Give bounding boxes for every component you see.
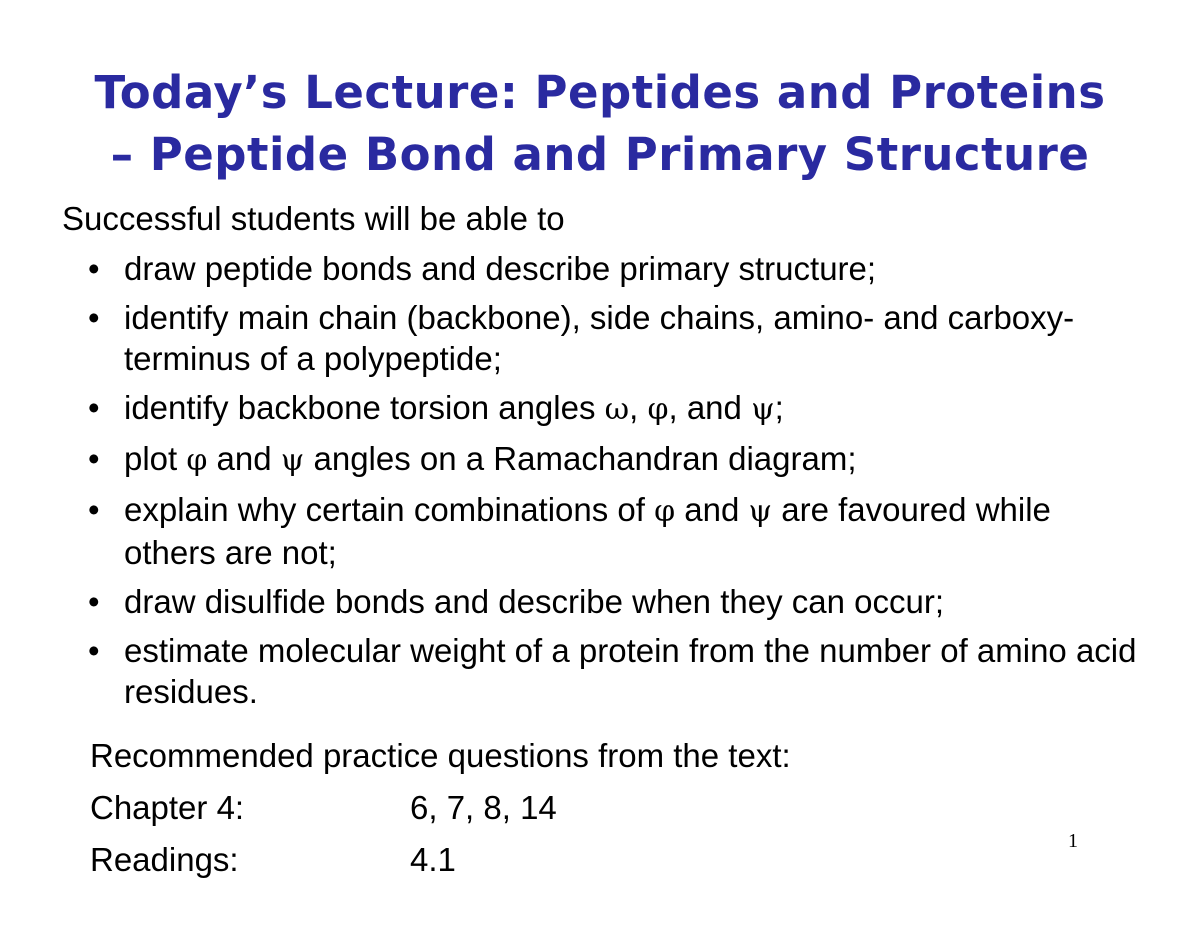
phi-symbol: φ: [186, 443, 208, 478]
list-item: [88, 489, 1148, 573]
practice-heading: Recommended practice questions from the text:: [90, 737, 791, 774]
bullet-text: identify main chain (backbone), side chains, amino- and carboxy-terminus of a polypeptide;: [124, 299, 1075, 377]
title-line-1: Today’s Lecture: Peptides and Proteins: [94, 66, 1106, 119]
readings-label: Readings:: [90, 841, 239, 878]
omega-symbol: ω: [604, 392, 630, 427]
chapter-value: 6, 7, 8, 14: [410, 789, 557, 826]
bullet-text: estimate molecular weight of a protein from the number of amino acid residues.: [124, 632, 1137, 710]
list-item: [88, 581, 1148, 622]
bullet-text: [124, 438, 1148, 481]
chapter-label: Chapter 4:: [90, 789, 245, 826]
bullet-text: [124, 489, 1148, 573]
text-run: plot: [124, 440, 187, 477]
text-run: , and: [668, 389, 752, 426]
title-line-2: – Peptide Bond and Primary Structure: [110, 128, 1090, 181]
text-run: explain why certain combinations of: [124, 491, 655, 528]
list-item: [88, 630, 1148, 712]
bullet-icon: •: [88, 250, 100, 287]
phi-symbol: φ: [647, 392, 669, 427]
list-item: [88, 438, 1148, 481]
text-run: are favoured while others are not;: [124, 491, 1051, 571]
list-item: [88, 387, 1148, 430]
slide-title: [0, 62, 1200, 186]
psi-symbol: ψ: [280, 443, 305, 478]
bullet-text: draw disulfide bonds and describe when they can occur;: [124, 583, 944, 620]
objectives-list: [88, 248, 1148, 720]
text-run: angles on a Ramachandran diagram;: [304, 440, 857, 477]
bullet-icon: •: [88, 583, 100, 620]
text-run: ;: [774, 389, 784, 426]
psi-symbol: ψ: [748, 494, 773, 529]
bullet-icon: •: [88, 632, 100, 669]
bullet-icon: •: [88, 299, 100, 336]
bullet-icon: •: [88, 440, 100, 477]
readings-value: 4.1: [410, 841, 456, 878]
page-number: 1: [1068, 830, 1078, 852]
bullet-text: draw peptide bonds and describe primary structure;: [124, 250, 877, 287]
intro-text: Successful students will be able to: [62, 200, 565, 237]
bullet-icon: •: [88, 491, 100, 528]
readings-row: [90, 839, 456, 881]
text-run: and: [675, 491, 749, 528]
text-run: identify backbone torsion angles: [124, 389, 605, 426]
bullet-text: [124, 387, 1148, 430]
list-item: [88, 297, 1148, 379]
psi-symbol: ψ: [751, 392, 775, 427]
bullet-icon: •: [88, 389, 100, 426]
list-item: [88, 248, 1148, 289]
text-run: and: [207, 440, 281, 477]
phi-symbol: φ: [654, 494, 676, 529]
chapter-row: [90, 787, 557, 829]
text-run: ,: [629, 389, 648, 426]
